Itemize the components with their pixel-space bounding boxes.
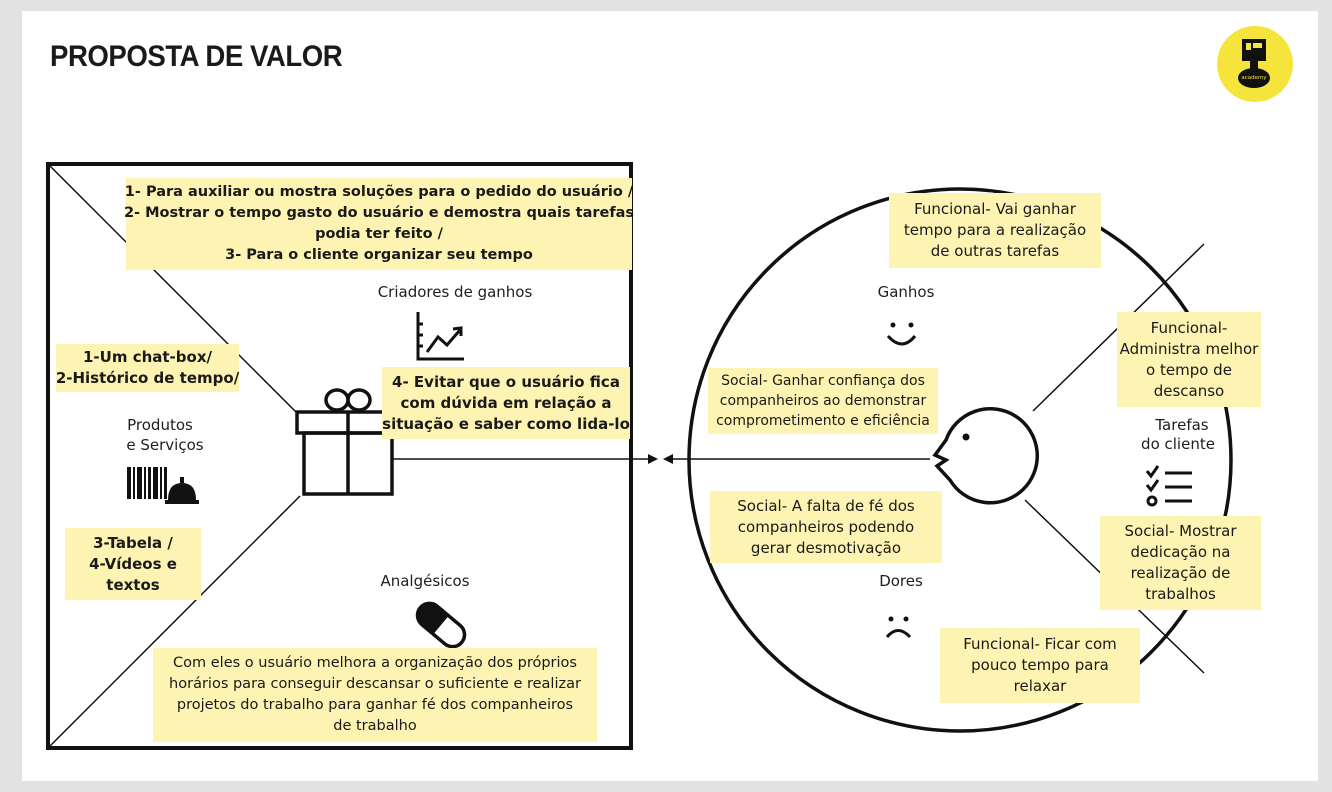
note-line: o tempo de — [1146, 360, 1232, 379]
note-line: Funcional- Vai ganhar — [914, 200, 1076, 218]
note-gain-creators-top — [123, 178, 635, 270]
note-line: Funcional- Ficar com — [963, 635, 1117, 653]
note-line: de trabalho — [333, 718, 417, 734]
arrow-right-icon — [648, 454, 658, 464]
note-gain-functional — [889, 193, 1101, 268]
note-line: 1- Para auxiliar ou mostra soluções para o pedido do usuário / — [124, 184, 634, 200]
note-line: horários para conseguir descansar o suficiente e realizar — [169, 676, 581, 692]
note-line: Social- A falta de fé dos — [737, 496, 915, 515]
note-line: Administra melhor — [1119, 339, 1259, 358]
note-line: com dúvida em relação a — [400, 393, 612, 412]
note-products-2 — [65, 528, 201, 600]
note-line: Funcional- — [1150, 318, 1228, 337]
note-line: dedicação na — [1130, 543, 1231, 561]
note-line: projetos do trabalho para ganhar fé dos companheiros — [176, 697, 574, 713]
note-line: comprometimento e eficiência — [716, 413, 930, 429]
note-products-1 — [56, 344, 239, 392]
page-title: PROPOSTA DE VALOR — [50, 40, 343, 73]
note-line: trabalhos — [1145, 585, 1216, 603]
note-pain-relievers — [153, 648, 597, 742]
pill-icon — [413, 598, 470, 651]
note-gain-social — [708, 368, 938, 434]
note-line: Social- Ganhar confiança dos — [721, 373, 925, 389]
pains-label: Dores — [879, 572, 923, 590]
products-label-line2: e Serviços — [126, 436, 204, 454]
chart-up-icon — [418, 312, 464, 359]
note-line: 2-Histórico de tempo/ — [55, 369, 240, 387]
pain-relievers-label: Analgésicos — [380, 572, 470, 590]
service-bell-icon — [165, 477, 199, 504]
note-line: companheiros ao demonstrar — [719, 393, 927, 409]
barcode-icon — [127, 467, 167, 499]
checklist-icon — [1147, 466, 1192, 505]
note-line: 1-Um chat-box/ — [83, 348, 212, 366]
note-job-functional — [1117, 312, 1261, 407]
sad-face-icon — [887, 617, 910, 638]
note-line: pouco tempo para — [971, 656, 1109, 674]
face-eye — [963, 434, 970, 441]
note-line: tempo para a realização — [903, 221, 1087, 239]
note-gain-creator-4 — [382, 367, 630, 439]
note-line: podia ter feito / — [315, 226, 443, 242]
jobs-label-line1: Tarefas — [1155, 416, 1209, 434]
customer-face-icon — [935, 409, 1037, 503]
smile-icon — [888, 323, 915, 345]
note-job-social — [1100, 516, 1261, 610]
logo-text: academy — [1241, 75, 1267, 81]
gain-creators-label: Criadores de ganhos — [377, 283, 533, 301]
note-line: 3- Para o cliente organizar seu tempo — [225, 247, 533, 263]
note-line: 2- Mostrar o tempo gasto do usuário e demostra quais tarefas — [123, 205, 635, 221]
note-line: companheiros podendo — [737, 517, 915, 536]
note-pain-functional — [940, 628, 1140, 703]
note-line: gerar desmotivação — [750, 538, 902, 557]
note-line: 4- Evitar que o usuário fica — [392, 372, 620, 391]
note-line: relaxar — [1013, 677, 1067, 695]
note-line: Com eles o usuário melhora a organização dos próprios — [173, 655, 577, 671]
jobs-label-line2: do cliente — [1141, 435, 1215, 453]
note-line: situação e saber como lida-lo — [382, 414, 630, 433]
note-line: 4-Vídeos e — [89, 554, 177, 573]
note-line: realização de — [1130, 564, 1231, 582]
note-line: 3-Tabela / — [93, 533, 173, 552]
note-line: de outras tarefas — [930, 242, 1060, 260]
note-line: textos — [106, 575, 160, 594]
note-line: descanso — [1153, 381, 1225, 400]
products-label-line1: Produtos — [127, 416, 193, 434]
gains-label: Ganhos — [877, 283, 935, 301]
note-pain-social — [710, 491, 942, 563]
note-line: Social- Mostrar — [1124, 522, 1237, 540]
